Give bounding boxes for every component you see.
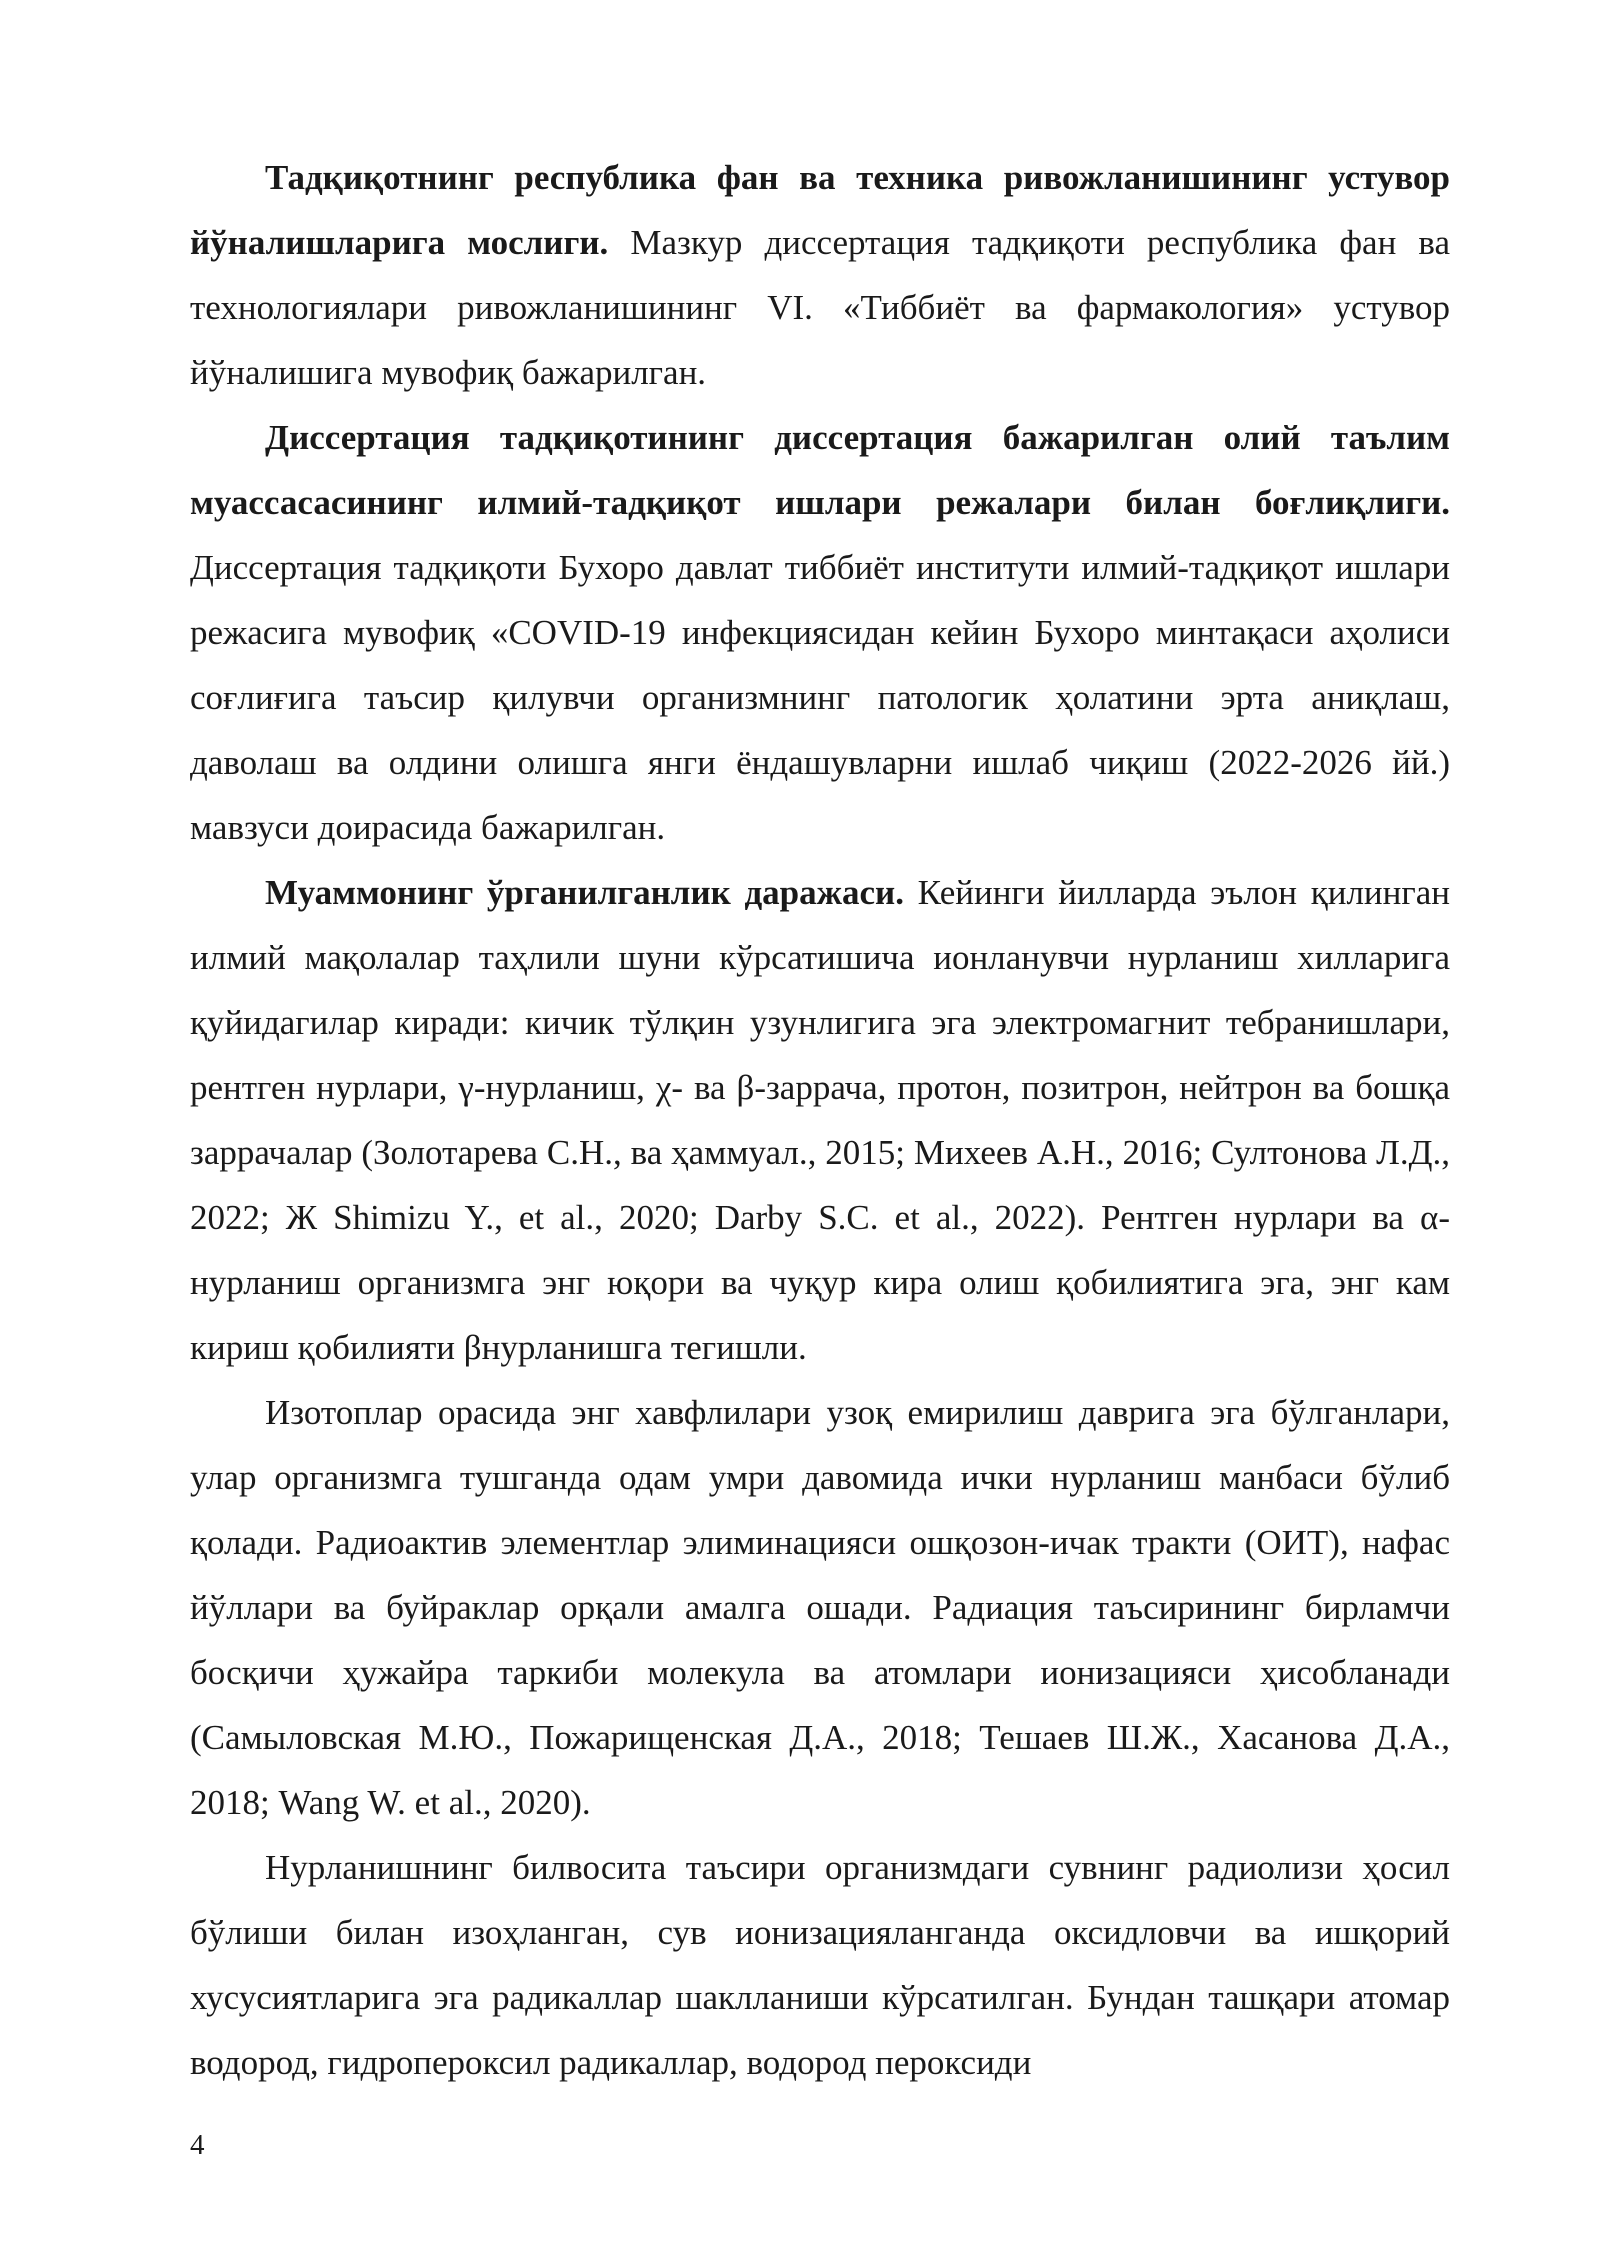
paragraph-heading: Диссертация тадқиқотининг диссертация бажарилган олий таълим муассасасининг илмий-тадқиқот ишлари режалари билан боғлиқлиги. xyxy=(190,418,1450,522)
paragraph-isotopes xyxy=(190,1380,1450,1835)
paragraph-indirect-effect xyxy=(190,1835,1450,2095)
paragraph-priority-directions xyxy=(190,145,1450,405)
paragraph-text: Кейинги йилларда эълон қилинган илмий мақолалар таҳлили шуни кўрсатишича ионланувчи нурланиш хилларига қуйидагилар киради: кичик тўлқин узунлигига эга электромагнит тебранишлари, рентген нурлари, γ-нурланиш, χ- ва β-заррача, протон, позитрон, нейтрон ва бошқа заррачалар (Золотарева С.Н., ва ҳаммуал., 2015; Михеев А.Н., 2016; Султонова Л.Д., 2022; Ж Shimizu Y., et al., 2020; Darby S.C. et al., 2022). Рентген нурлари ва α-нурланиш организмга энг юқори ва чуқур кира олиш қобилиятига эга, энг кам кириш қобилияти βнурланишга тегишли. xyxy=(190,873,1451,1367)
paragraph-heading: Муаммонинг ўрганилганлик даражаси. xyxy=(265,873,904,912)
paragraph-heading: Тадқиқотнинг республика фан ва техника ривожланишининг устувор йўналишларига мослиги. xyxy=(190,158,1450,262)
page-number: 4 xyxy=(190,2129,205,2161)
paragraph-text: Мазкур диссертация тадқиқоти республика фан ва технологиялари ривожланишининг VI. «Тиббиёт ва фармакология» устувор йўналишига мувофиқ бажарилган. xyxy=(190,223,1450,392)
paragraph-text: Диссертация тадқиқоти Бухоро давлат тиббиёт институти илмий-тадқиқот ишлари режасига мувофиқ «COVID-19 инфекциясидан кейин Бухоро минтақаси аҳолиси соғлиғига таъсир қилувчи организмнинг патологик ҳолатини эрта аниқлаш, даволаш ва олдини олишга янги ёндашувларни ишлаб чиқиш (2022-2026 йй.) мавзуси доирасида бажарилган. xyxy=(190,548,1450,847)
paragraph-problem-study-degree xyxy=(190,860,1450,1380)
body-text xyxy=(190,145,1450,2095)
paragraph-text: Нурланишнинг билвосита таъсири организмдаги сувнинг радиолизи ҳосил бўлиши билан изоҳланган, сув ионизацияланганда оксидловчи ва ишқорий хусусиятларига эга радикаллар шаклланиши кўрсатилган. Бундан ташқари атомар водород, гидропероксил радикаллар, водород пероксиди xyxy=(190,1848,1450,2082)
paragraph-text: Изотоплар орасида энг хавфлилари узоқ емирилиш даврига эга бўлганлари, улар организмга тушганда одам умри давомида ички нурланиш манбаси бўлиб қолади. Радиоактив элементлар элиминацияси ошқозон-ичак тракти (ОИТ), нафас йўллари ва буйраклар орқали амалга ошади. Радиация таъсирининг бирламчи босқичи ҳужайра таркиби молекула ва атомлари ионизацияси ҳисобланади (Самыловская М.Ю., Пожарищенская Д.А., 2018; Тешаев Ш.Ж., Хасанова Д.А., 2018; Wang W. et al., 2020). xyxy=(190,1393,1450,1822)
paragraph-research-plan-link xyxy=(190,405,1450,860)
